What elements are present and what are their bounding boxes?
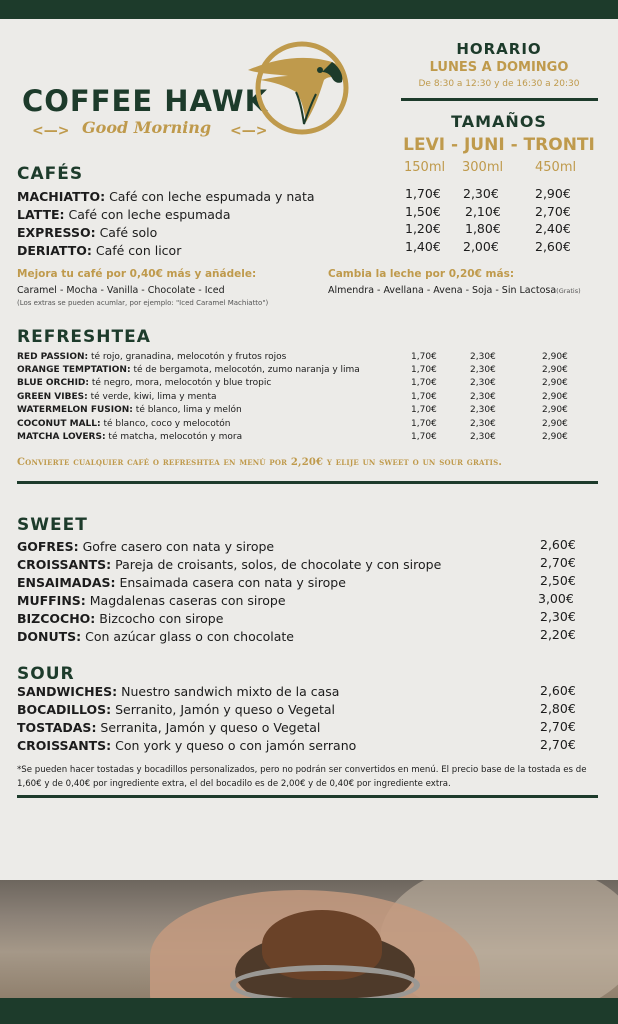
- extras-note: (Los extras se pueden acumlar, por ejemplo: "Iced Caramel Machiatto"): [17, 299, 269, 307]
- item-desc: Café con licor: [95, 243, 182, 258]
- item-desc: Magdalenas caseras con sirope: [89, 593, 286, 608]
- price: 2,60€: [535, 239, 571, 254]
- milk-list: [328, 285, 581, 296]
- arrow-left-icon: <—>: [32, 123, 70, 139]
- section-title-refreshtea: REFRESHTEA: [17, 327, 151, 347]
- item-name: ORANGE TEMPTATION:: [17, 365, 131, 375]
- list-item: [17, 629, 294, 644]
- list-item: [17, 684, 339, 699]
- list-item: [17, 189, 315, 204]
- item-desc: Con york y queso o con jamón serrano: [115, 738, 357, 753]
- item-name: MATCHA LOVERS:: [17, 432, 106, 442]
- size-ml-levi: 150ml: [404, 160, 446, 175]
- price: 2,70€: [540, 555, 576, 570]
- item-desc: Nuestro sandwich mixto de la casa: [121, 684, 340, 699]
- list-item: [17, 365, 360, 375]
- price: 2,30€: [463, 186, 499, 201]
- item-desc: té blanco, lima y melón: [135, 405, 242, 415]
- section-title-sweet: SWEET: [17, 515, 88, 535]
- price: 2,70€: [535, 204, 571, 219]
- milk-free-note: (Gratis): [556, 287, 581, 295]
- price: 1,50€: [405, 204, 441, 219]
- list-item: [17, 352, 286, 362]
- list-item: [17, 378, 271, 388]
- price: 2,30€: [470, 432, 496, 442]
- price: 2,40€: [535, 221, 571, 236]
- item-desc: té matcha, melocotón y mora: [108, 432, 243, 442]
- price: 1,70€: [411, 432, 437, 442]
- price: 2,30€: [470, 365, 496, 375]
- price: 1,70€: [411, 392, 437, 402]
- price: 1,40€: [405, 239, 441, 254]
- price: 2,90€: [542, 392, 568, 402]
- item-desc: Con azúcar glass o con chocolate: [85, 629, 294, 644]
- divider: [17, 481, 598, 484]
- price: 1,20€: [405, 221, 441, 236]
- price: 2,90€: [542, 378, 568, 388]
- item-desc: té de bergamota, melocotón, zumo naranja y lima: [133, 365, 360, 375]
- section-title-cafes: CAFÉS: [17, 164, 84, 184]
- item-desc: té rojo, granadina, melocotón y frutos rojos: [90, 352, 287, 362]
- item-name: CROISSANTS:: [17, 738, 112, 753]
- bottom-band: [0, 998, 618, 1024]
- price: 2,90€: [542, 419, 568, 429]
- price: 2,90€: [542, 352, 568, 362]
- list-item: [17, 405, 242, 415]
- list-item: [17, 738, 356, 753]
- menu-promo: Convierte cualquier café o refreshtea en menú por 2,20€ y elije un sweet o un sour gratis.: [17, 457, 503, 468]
- list-item: [17, 419, 231, 429]
- price: 2,90€: [542, 365, 568, 375]
- item-desc: té negro, mora, melocotón y blue tropic: [91, 378, 272, 388]
- milk-title: Cambia la leche por 0,20€ más:: [328, 268, 515, 280]
- size-ml-tronti: 450ml: [535, 160, 577, 175]
- item-name: GREEN VIBES:: [17, 392, 88, 402]
- price: 1,80€: [465, 221, 501, 236]
- list-item: [17, 611, 223, 626]
- price: 2,30€: [540, 609, 576, 624]
- extras-list: Caramel - Mocha - Vanilla - Chocolate - Iced: [17, 285, 225, 296]
- price: 2,60€: [540, 537, 576, 552]
- price: 2,90€: [542, 432, 568, 442]
- item-name: CROISSANTS:: [17, 557, 112, 572]
- price: 2,30€: [470, 419, 496, 429]
- item-desc: Pareja de croisants, solos, de chocolate y con sirope: [115, 557, 442, 572]
- item-name: MACHIATTO:: [17, 189, 106, 204]
- item-desc: Serranito, Jamón y queso o Vegetal: [115, 702, 336, 717]
- item-name: LATTE:: [17, 207, 65, 222]
- item-desc: Café con leche espumada: [68, 207, 231, 222]
- item-name: COCONUT MALL:: [17, 419, 101, 429]
- coffee-photo: [0, 880, 618, 1000]
- item-desc: té verde, kiwi, lima y menta: [90, 392, 217, 402]
- item-name: MUFFINS:: [17, 593, 86, 608]
- item-name: BIZCOCHO:: [17, 611, 96, 626]
- item-name: SANDWICHES:: [17, 684, 118, 699]
- item-name: WATERMELON FUSION:: [17, 405, 133, 415]
- logo-title: COFFEE HAWK: [22, 84, 269, 118]
- price: 2,90€: [535, 186, 571, 201]
- milk-list-text: Almendra - Avellana - Avena - Soja - Sin Lactosa: [328, 285, 557, 296]
- list-item: [17, 432, 242, 442]
- item-desc: Ensaimada casera con nata y sirope: [119, 575, 346, 590]
- price: 2,70€: [540, 737, 576, 752]
- list-item: [17, 557, 441, 572]
- price: 1,70€: [405, 186, 441, 201]
- section-title-sour: SOUR: [17, 664, 75, 684]
- price: 2,50€: [540, 573, 576, 588]
- price: 1,70€: [411, 419, 437, 429]
- item-name: BOCADILLOS:: [17, 702, 112, 717]
- price: 2,80€: [540, 701, 576, 716]
- price: 1,70€: [411, 405, 437, 415]
- item-desc: Café solo: [99, 225, 158, 240]
- list-item: [17, 243, 181, 258]
- item-name: DERIATTO:: [17, 243, 92, 258]
- list-item: [17, 720, 320, 735]
- list-item: [17, 225, 157, 240]
- item-name: DONUTS:: [17, 629, 82, 644]
- tamanos-title: TAMAÑOS: [451, 112, 547, 131]
- item-name: TOSTADAS:: [17, 720, 97, 735]
- size-ml-juni: 300ml: [462, 160, 504, 175]
- hawk-logo-icon: [246, 40, 350, 140]
- price: 2,10€: [465, 204, 501, 219]
- price: 1,70€: [411, 352, 437, 362]
- item-desc: Gofre casero con nata y sirope: [82, 539, 275, 554]
- item-desc: Café con leche espumada y nata: [109, 189, 315, 204]
- extras-title: Mejora tu café por 0,40€ más y añádele:: [17, 268, 257, 280]
- horario-days: LUNES A DOMINGO: [429, 60, 569, 75]
- item-desc: Serranita, Jamón y queso o Vegetal: [100, 720, 321, 735]
- item-desc: Bizcocho con sirope: [99, 611, 224, 626]
- price: 2,70€: [540, 719, 576, 734]
- item-name: BLUE ORCHID:: [17, 378, 89, 388]
- list-item: [17, 575, 346, 590]
- price: 2,20€: [540, 627, 576, 642]
- price: 2,00€: [463, 239, 499, 254]
- price: 1,70€: [411, 365, 437, 375]
- horario-hours: De 8:30 a 12:30 y de 16:30 a 20:30: [418, 79, 580, 89]
- list-item: [17, 207, 231, 222]
- price: 2,30€: [470, 378, 496, 388]
- price: 2,30€: [470, 392, 496, 402]
- price: 2,60€: [540, 683, 576, 698]
- item-name: GOFRES:: [17, 539, 79, 554]
- divider: [401, 98, 598, 101]
- list-item: [17, 539, 274, 554]
- price: 2,90€: [542, 405, 568, 415]
- footnote: *Se pueden hacer tostadas y bocadillos personalizados, pero no podrán ser convertidos en menú. El precio base de la tostada es de 1,60€ y de 0,40€ por ingrediente extra, el del bocadilo es de 2,00€ y de 0,40€ por ingrediente extra.: [17, 765, 587, 789]
- sizes-names: LEVI - JUNI - TRONTI: [403, 135, 595, 155]
- logo-subtitle: Good Morning: [82, 118, 212, 137]
- top-band: [0, 0, 618, 19]
- list-item: [17, 702, 335, 717]
- item-name: EXPRESSO:: [17, 225, 96, 240]
- horario-title: HORARIO: [456, 40, 542, 58]
- item-name: RED PASSION:: [17, 352, 89, 362]
- price: 3,00€: [538, 591, 574, 606]
- divider: [17, 795, 598, 798]
- price: 1,70€: [411, 378, 437, 388]
- item-name: ENSAIMADAS:: [17, 575, 116, 590]
- arrow-right-icon: <—>: [230, 123, 268, 139]
- list-item: [17, 593, 286, 608]
- price: 2,30€: [470, 405, 496, 415]
- item-desc: té blanco, coco y melocotón: [103, 419, 231, 429]
- price: 2,30€: [470, 352, 496, 362]
- list-item: [17, 392, 217, 402]
